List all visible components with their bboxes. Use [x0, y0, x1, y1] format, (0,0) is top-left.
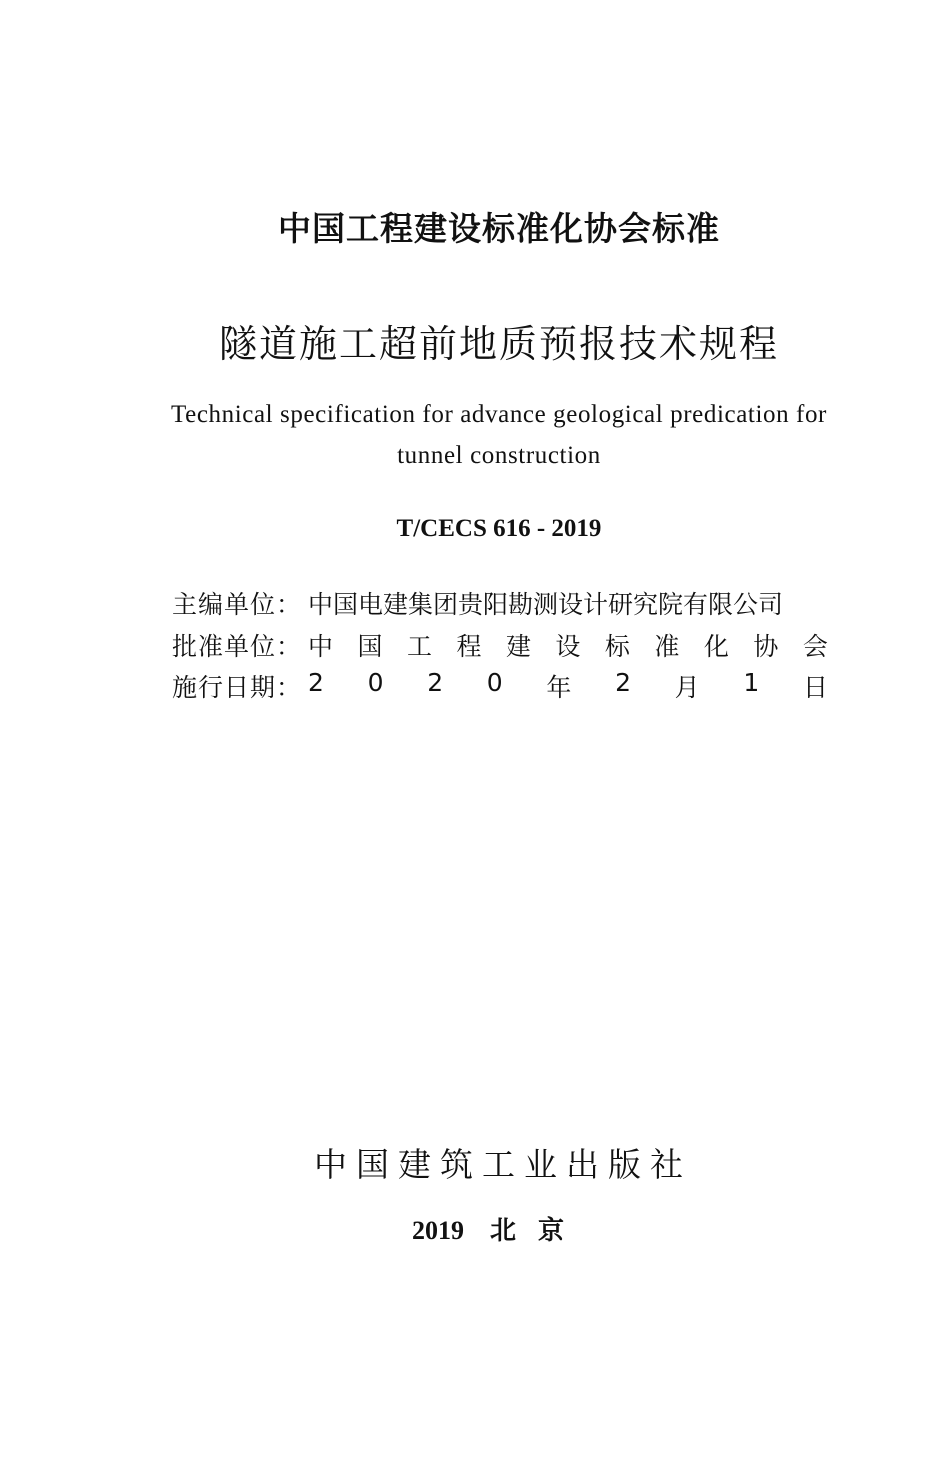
- approver-char: 国: [357, 632, 383, 661]
- effective-date-label: 施行日期：: [172, 673, 303, 702]
- date-char: 0: [486, 668, 503, 697]
- standard-category-heading: 中国工程建设标准化协会标准: [278, 209, 720, 248]
- standard-number: T/CECS 616 - 2019: [396, 515, 602, 542]
- date-char: 月: [674, 673, 700, 702]
- document-title-english-line-2: tunnel construction: [397, 442, 601, 469]
- approver-char: 准: [654, 632, 680, 661]
- date-char: 日: [802, 673, 828, 702]
- approver-label: 批准单位：: [172, 632, 303, 661]
- approver-char: 设: [555, 632, 581, 661]
- approver-char: 程: [456, 632, 482, 661]
- approver-char: 协: [753, 632, 779, 661]
- publication-city: 北京: [489, 1216, 586, 1246]
- date-char: 1: [743, 668, 760, 697]
- date-char: 2: [308, 668, 324, 697]
- date-char: 年: [546, 673, 572, 702]
- document-title-chinese: 隧道施工超前地质预报技术规程: [218, 322, 779, 366]
- document-title-english-line-1: Technical specification for advance geological predication for: [171, 401, 827, 428]
- approver-char: 标: [604, 632, 630, 661]
- chief-editor-value: 中国电建集团贵阳勘测设计研究院有限公司: [308, 590, 784, 619]
- publication-year: 2019: [411, 1216, 464, 1245]
- date-char: 0: [367, 668, 384, 697]
- approver-value: [308, 627, 828, 663]
- effective-date-value: [308, 668, 828, 704]
- publication-place-year: [24, 1210, 950, 1247]
- approver-char: 中: [308, 632, 334, 661]
- approver-char: 化: [703, 632, 729, 661]
- chief-editor-label: 主编单位：: [172, 590, 303, 619]
- date-char: 2: [615, 668, 631, 697]
- approver-char: 建: [505, 632, 531, 661]
- approver-char: 会: [802, 632, 828, 661]
- date-char: 2: [427, 668, 444, 697]
- approver-char: 工: [406, 632, 432, 661]
- publisher-name: 中国建筑工业出版社: [314, 1145, 692, 1184]
